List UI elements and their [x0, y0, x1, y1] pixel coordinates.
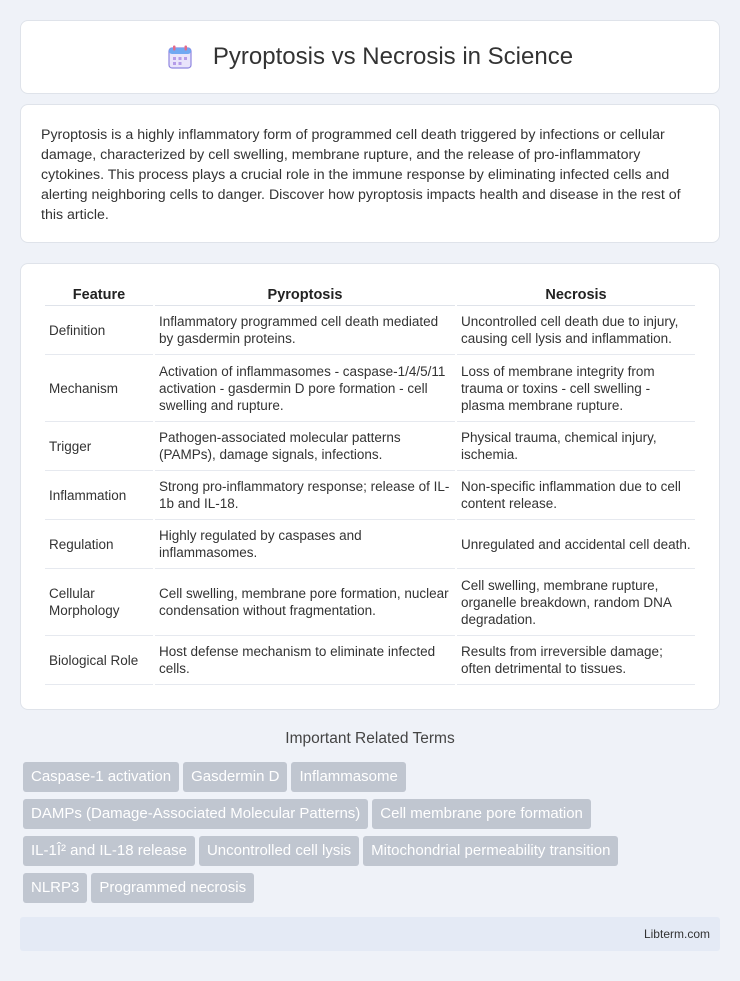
term-tag[interactable]: Mitochondrial permeability transition [363, 836, 618, 866]
table-header-row [45, 284, 695, 306]
feature-cell: Cellular Morphology [45, 569, 153, 636]
term-tag[interactable]: Caspase-1 activation [23, 762, 179, 792]
intro-text: Pyroptosis is a highly inflammatory form of programmed cell death triggered by infections or cellular damage, characterized by cell swelling, membrane rupture, and the release of pro-inflammatory cytokines. This process plays a crucial role in the immune response by eliminating infected cells and alerting neighboring cells to danger. Discover how pyroptosis impacts health and disease in the rest of this article. [41, 127, 681, 223]
feature-cell: Mechanism [45, 355, 153, 422]
footer [20, 917, 720, 951]
header-card [20, 20, 720, 94]
feature-cell: Trigger [45, 422, 153, 471]
feature-cell: Regulation [45, 520, 153, 569]
necrosis-cell: Non-specific inflammation due to cell content release. [457, 471, 695, 520]
necrosis-cell: Unregulated and accidental cell death. [457, 520, 695, 569]
necrosis-cell: Physical trauma, chemical injury, ischemia. [457, 422, 695, 471]
table-row [45, 520, 695, 569]
term-tag[interactable]: Cell membrane pore formation [372, 799, 591, 829]
table-row [45, 306, 695, 355]
header-necrosis: Necrosis [457, 284, 695, 306]
term-tag[interactable]: IL-1Î² and IL-18 release [23, 836, 195, 866]
pyroptosis-cell: Activation of inflammasomes - caspase-1/4/5/11 activation - gasdermin D pore formation - cell swelling and rupture. [155, 355, 455, 422]
feature-cell: Biological Role [45, 636, 153, 685]
comparison-table-card [20, 263, 720, 710]
footer-site-link[interactable]: Libterm.com [643, 927, 710, 941]
pyroptosis-cell: Inflammatory programmed cell death mediated by gasdermin proteins. [155, 306, 455, 355]
table-row [45, 569, 695, 636]
pyroptosis-cell: Highly regulated by caspases and inflammasomes. [155, 520, 455, 569]
term-tag[interactable]: Gasdermin D [183, 762, 287, 792]
pyroptosis-cell: Pathogen-associated molecular patterns (PAMPs), damage signals, infections. [155, 422, 455, 471]
term-tag[interactable]: DAMPs (Damage-Associated Molecular Patterns) [23, 799, 368, 829]
feature-cell: Definition [45, 306, 153, 355]
related-terms-list [23, 762, 713, 910]
table-row [45, 355, 695, 422]
table-row [45, 636, 695, 685]
comparison-table [43, 284, 697, 685]
pyroptosis-cell: Cell swelling, membrane pore formation, nuclear condensation without fragmentation. [155, 569, 455, 636]
header-feature: Feature [45, 284, 153, 306]
header-pyroptosis: Pyroptosis [155, 284, 455, 306]
necrosis-cell: Loss of membrane integrity from trauma or toxins - cell swelling - plasma membrane rupture. [457, 355, 695, 422]
term-tag[interactable]: Programmed necrosis [91, 873, 254, 903]
feature-cell: Inflammation [45, 471, 153, 520]
calendar-icon [167, 44, 193, 70]
intro-card [20, 104, 720, 243]
page-title: Pyroptosis vs Necrosis in Science [212, 43, 574, 70]
term-tag[interactable]: Inflammasome [291, 762, 405, 792]
pyroptosis-cell: Strong pro-inflammatory response; release of IL-1b and IL-18. [155, 471, 455, 520]
necrosis-cell: Uncontrolled cell death due to injury, causing cell lysis and inflammation. [457, 306, 695, 355]
term-tag[interactable]: NLRP3 [23, 873, 87, 903]
table-row [45, 422, 695, 471]
necrosis-cell: Results from irreversible damage; often detrimental to tissues. [457, 636, 695, 685]
term-tag[interactable]: Uncontrolled cell lysis [199, 836, 359, 866]
pyroptosis-cell: Host defense mechanism to eliminate infected cells. [155, 636, 455, 685]
related-terms-title: Important Related Terms [285, 730, 455, 747]
table-row [45, 471, 695, 520]
necrosis-cell: Cell swelling, membrane rupture, organelle breakdown, random DNA degradation. [457, 569, 695, 636]
